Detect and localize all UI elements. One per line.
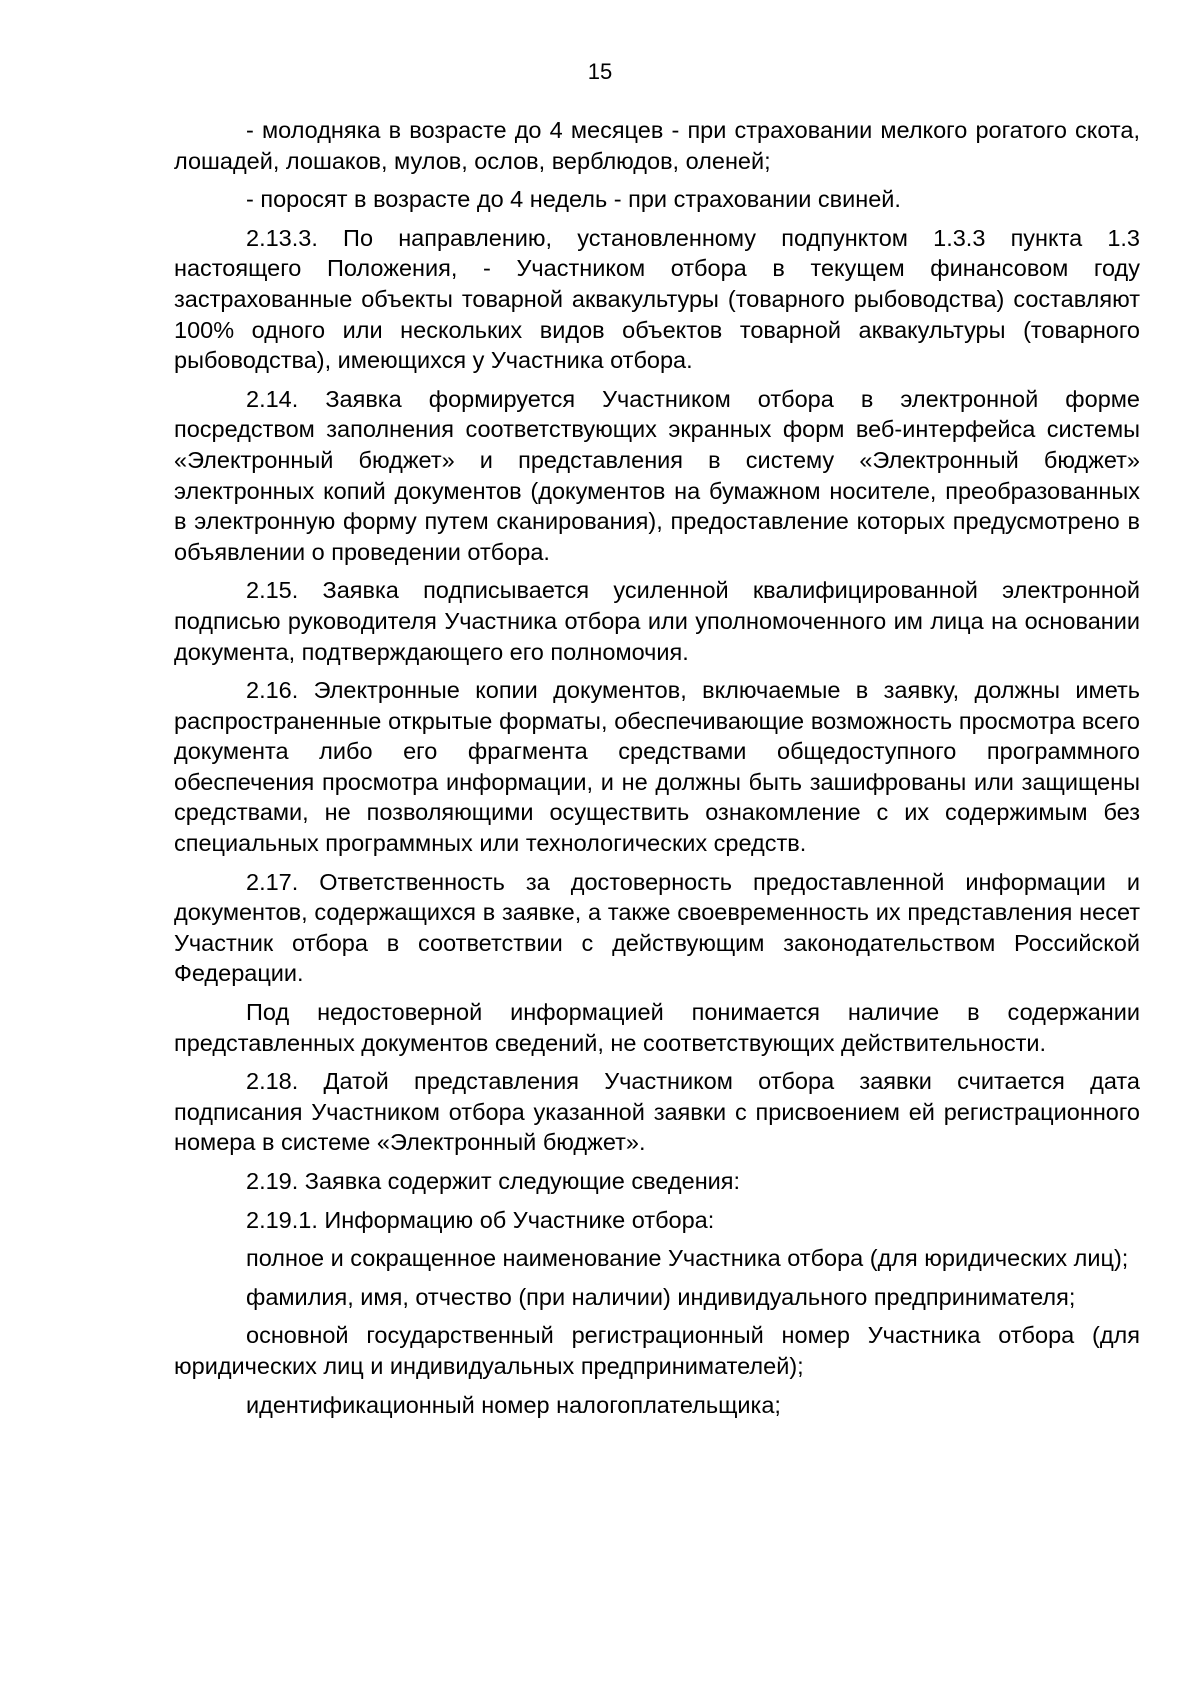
paragraph: 2.13.3. По направлению, установленному подпунктом 1.3.3 пункта 1.3 настоящего Положения, - Участником отбора в текущем финансовом году застрахованные объекты товарной аквакультуры (товарного рыбоводства) составляют 100% одного или нескольких видов объектов товарной аквакультуры (товарного рыбоводства), имеющихся у Участника отбора. (174, 224, 1140, 374)
paragraph: 2.14. Заявка формируется Участником отбора в электронной форме посредством заполнения соответствующих экранных форм веб-интерфейса системы «Электронный бюджет» и представления в систему «Электронный бюджет» электронных копий документов (документов на бумажном носителе, преобразованных в электронную форму путем сканирования), предоставление которых предусмотрено в объявлении о проведении отбора. (174, 385, 1140, 565)
page-number: 15 (587, 59, 613, 84)
paragraph: 2.19.1. Информацию об Участнике отбора: (246, 1206, 715, 1233)
paragraph: 2.19. Заявка содержит следующие сведения: (246, 1168, 741, 1194)
paragraph: 2.16. Электронные копии документов, включаемые в заявку, должны иметь распространенные открытые форматы, обеспечивающие возможность просмотра всего документа либо его фрагмента средствами общедоступного программного обеспечения просмотра информации, и не должны быть зашифрованы или защищены средствами, не позволяющими осуществить ознакомление с их содержимым без специальных программных или технологических средств. (174, 677, 1140, 857)
document-body (174, 115, 1140, 1428)
paragraph: - молодняка в возрасте до 4 месяцев - при страховании мелкого рогатого скота, лошадей, лошаков, мулов, ослов, верблюдов, оленей; (174, 117, 1140, 174)
paragraph: фамилия, имя, отчество (при наличии) индивидуального предпринимателя; (246, 1283, 1076, 1310)
paragraph: полное и сокращенное наименование Участника отбора (для юридических лиц); (246, 1245, 1129, 1272)
paragraph: - поросят в возрасте до 4 недель - при страховании свиней. (246, 186, 901, 213)
paragraph: идентификационный номер налогоплательщика; (246, 1391, 781, 1418)
paragraph: Под недостоверной информацией понимается наличие в содержании представленных документов сведений, не соответствующих действительности. (174, 999, 1140, 1056)
paragraph: 2.17. Ответственность за достоверность предоставленной информации и документов, содержащихся в заявке, а также своевременность их представления несет Участник отбора в соответствии с действующим законодательством Российской Федерации. (174, 868, 1140, 987)
paragraph: 2.18. Датой представления Участником отбора заявки считается дата подписания Участником отбора указанной заявки с присвоением ей регистрационного номера в системе «Электронный бюджет». (174, 1068, 1140, 1156)
paragraph: основной государственный регистрационный номер Участника отбора (для юридических лиц и индивидуальных предпринимателей); (174, 1322, 1140, 1379)
paragraph: 2.15. Заявка подписывается усиленной квалифицированной электронной подписью руководителя Участника отбора или уполномоченного им лица на основании документа, подтверждающего его полномочия. (174, 577, 1140, 665)
